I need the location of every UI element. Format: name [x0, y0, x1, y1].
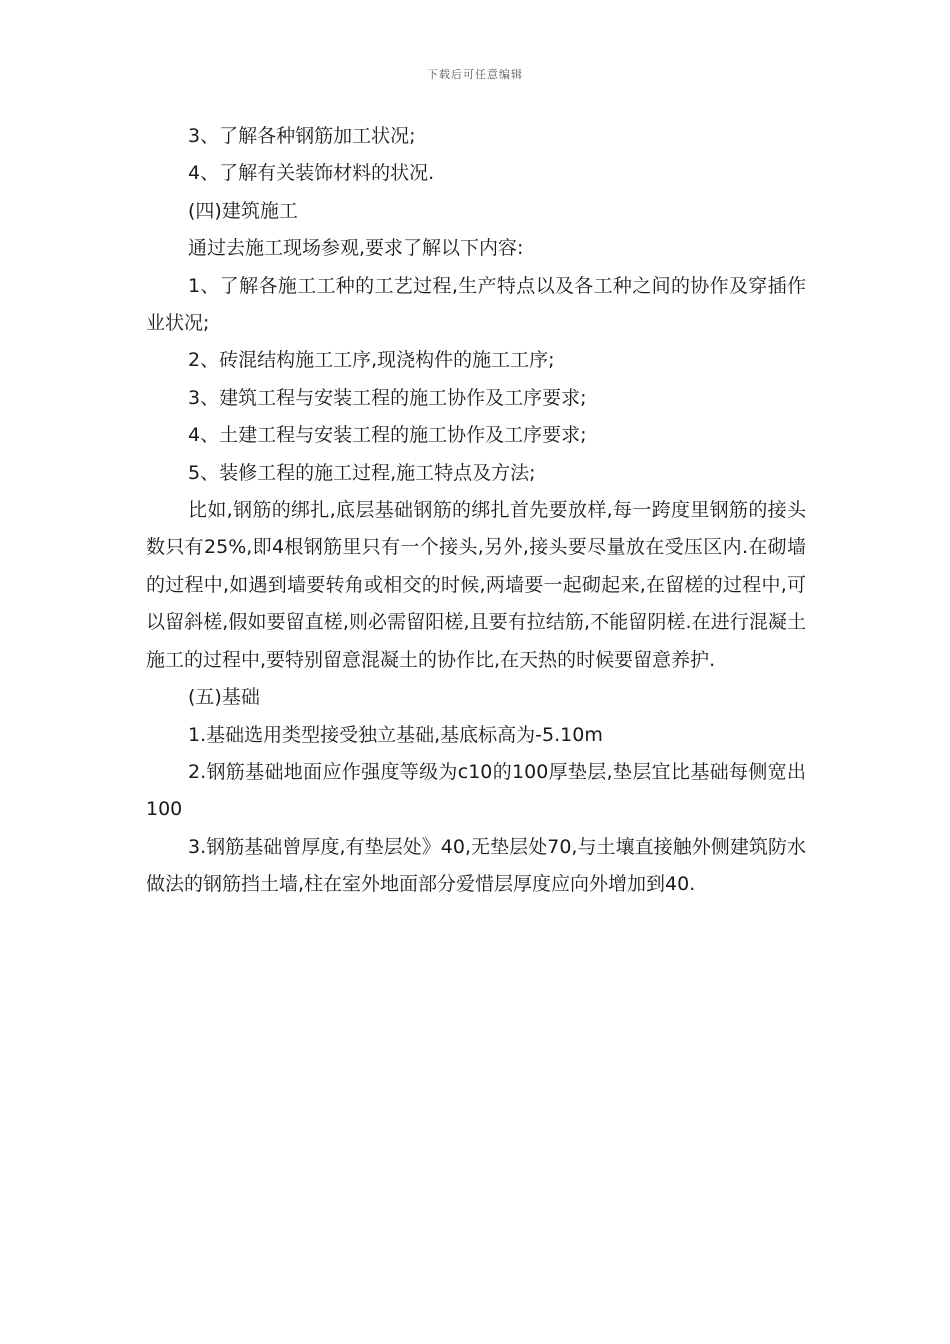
paragraph-decoration-materials: 4、了解有关装饰材料的状况. [188, 162, 435, 185]
paragraph-finishing: 5、装修工程的施工过程,施工特点及方法; [188, 461, 536, 484]
section-heading-construction: (四)建筑施工 [188, 199, 298, 222]
paragraph-foundation-cover: 3.钢筋基础曾厚度,有垫层处》40,无垫层处70,与土壤直接触外侧建筑防水做法的钢筋挡土墙,柱在室外地面部分爱惜层厚度应向外增加到40. [146, 835, 806, 896]
section-heading-foundation: (五)基础 [188, 686, 260, 709]
paragraph-foundation-cushion: 2.钢筋基础地面应作强度等级为c10的100厚垫层,垫层宜比基础每侧宽出100 [146, 760, 806, 821]
document-body [146, 118, 806, 904]
paragraph-site-visit: 通过去施工现场参观,要求了解以下内容: [188, 237, 524, 260]
paragraph-foundation-type: 1.基础选用类型接受独立基础,基底标高为-5.10m [188, 723, 603, 746]
paragraph-masonry-sequence: 2、砖混结构施工工序,现浇构件的施工工序; [188, 349, 555, 372]
paragraph-rebar-processing: 3、了解各种钢筋加工状况; [188, 125, 416, 147]
paragraph-example: 比如,钢筋的绑扎,底层基础钢筋的绑扎首先要放样,每一跨度里钢筋的接头数只有25%,即4根钢筋里只有一个接头,另外,接头要尽量放在受压区内.在砌墙的过程中,如遇到墙要转角或相交的时候,两墙要一起砌起来,在留槎的过程中,可以留斜槎,假如要留直槎,则必需留阳槎,且要有拉结筋,不能留阴槎.在进行混凝土施工的过程中,要特别留意混凝土的协作比,在天热的时候要留意养护. [146, 499, 806, 671]
paragraph-trade-processes: 1、了解各施工工种的工艺过程,生产特点以及各工种之间的协作及穿插作业状况; [146, 274, 806, 335]
paragraph-building-install: 3、建筑工程与安装工程的施工协作及工序要求; [188, 386, 587, 409]
page-header: 下载后可任意编辑 [427, 68, 523, 81]
paragraph-civil-install: 4、土建工程与安装工程的施工协作及工序要求; [188, 424, 587, 447]
